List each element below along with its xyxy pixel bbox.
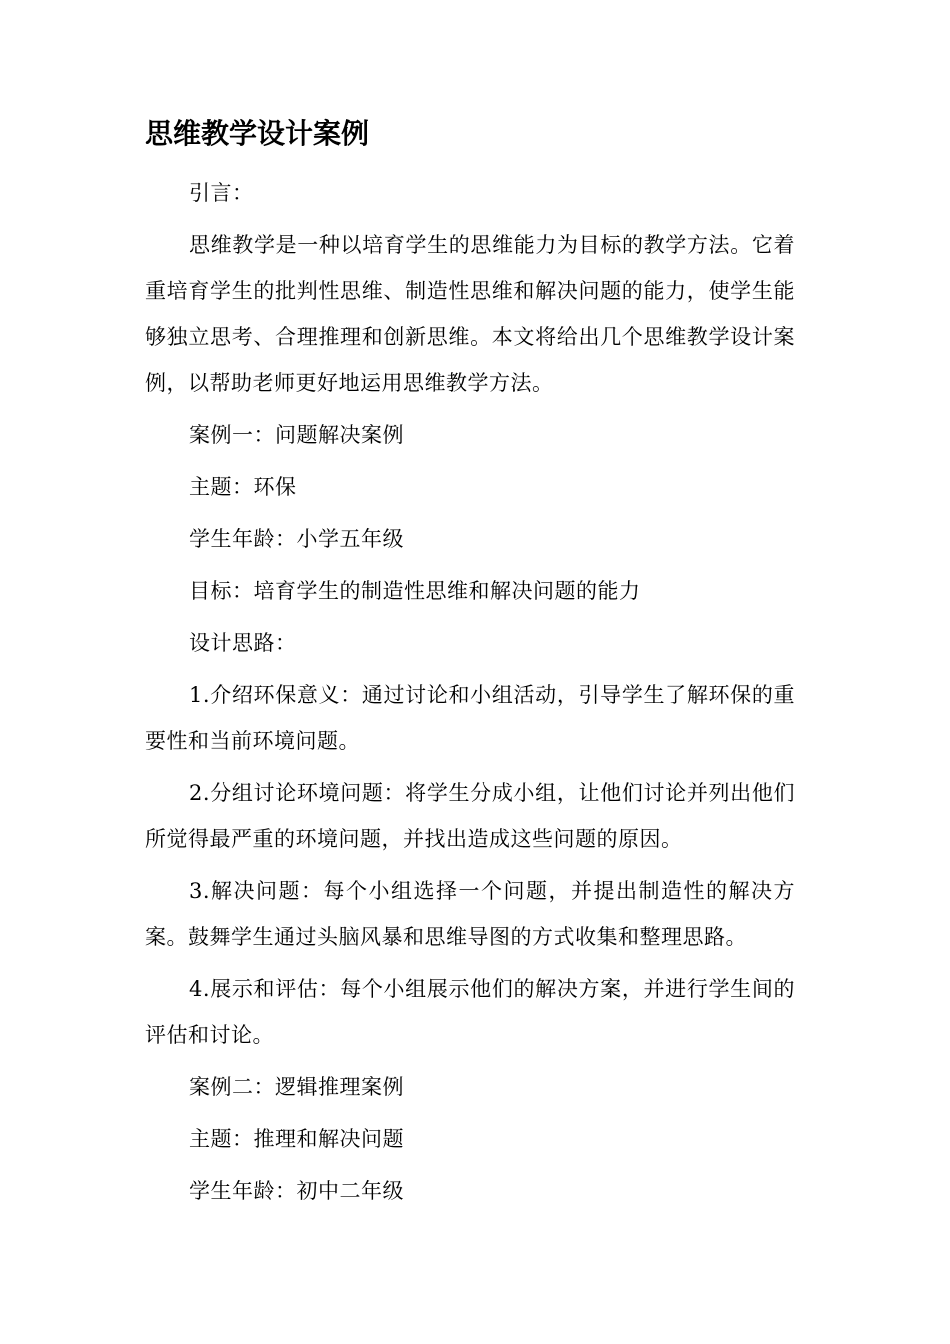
paragraph-case2-age: 学生年龄：初中二年级 xyxy=(189,1179,404,1203)
paragraph-case1-theme: 主题：环保 xyxy=(189,475,297,499)
paragraph-intro-heading: 引言： xyxy=(189,181,254,205)
paragraph-case1-step4: 4.展示和评估：每个小组展示他们的解决方案，并进行学生间的评估和讨论。 xyxy=(145,977,795,1047)
paragraph-case1-step3: 3.解决问题：每个小组选择一个问题，并提出制造性的解决方案。鼓舞学生通过头脑风暴和思维导图的方式收集和整理思路。 xyxy=(145,879,795,949)
document-page xyxy=(145,112,795,1220)
paragraph-case1-design: 设计思路： xyxy=(189,631,297,655)
paragraph-case1-step2: 2.分组讨论环境问题：将学生分成小组，让他们讨论并列出他们所觉得最严重的环境问题，并找出造成这些问题的原因。 xyxy=(145,781,795,851)
document-title: 思维教学设计案例 xyxy=(145,117,370,150)
paragraph-case1-heading: 案例一：问题解决案例 xyxy=(189,423,404,447)
paragraph-case2-theme: 主题：推理和解决问题 xyxy=(189,1127,404,1151)
paragraph-case1-age: 学生年龄：小学五年级 xyxy=(189,527,404,551)
paragraph-case1-step1: 1.介绍环保意义：通过讨论和小组活动，引导学生了解环保的重要性和当前环境问题。 xyxy=(145,683,795,753)
paragraph-case1-goal: 目标：培育学生的制造性思维和解决问题的能力 xyxy=(189,579,641,603)
paragraph-case2-heading: 案例二：逻辑推理案例 xyxy=(189,1075,404,1099)
paragraph-intro-body: 思维教学是一种以培育学生的思维能力为目标的教学方法。它着重培育学生的批判性思维、制造性思维和解决问题的能力，使学生能够独立思考、合理推理和创新思维。本文将给出几个思维教学设计案例，以帮助老师更好地运用思维教学方法。 xyxy=(145,233,795,395)
